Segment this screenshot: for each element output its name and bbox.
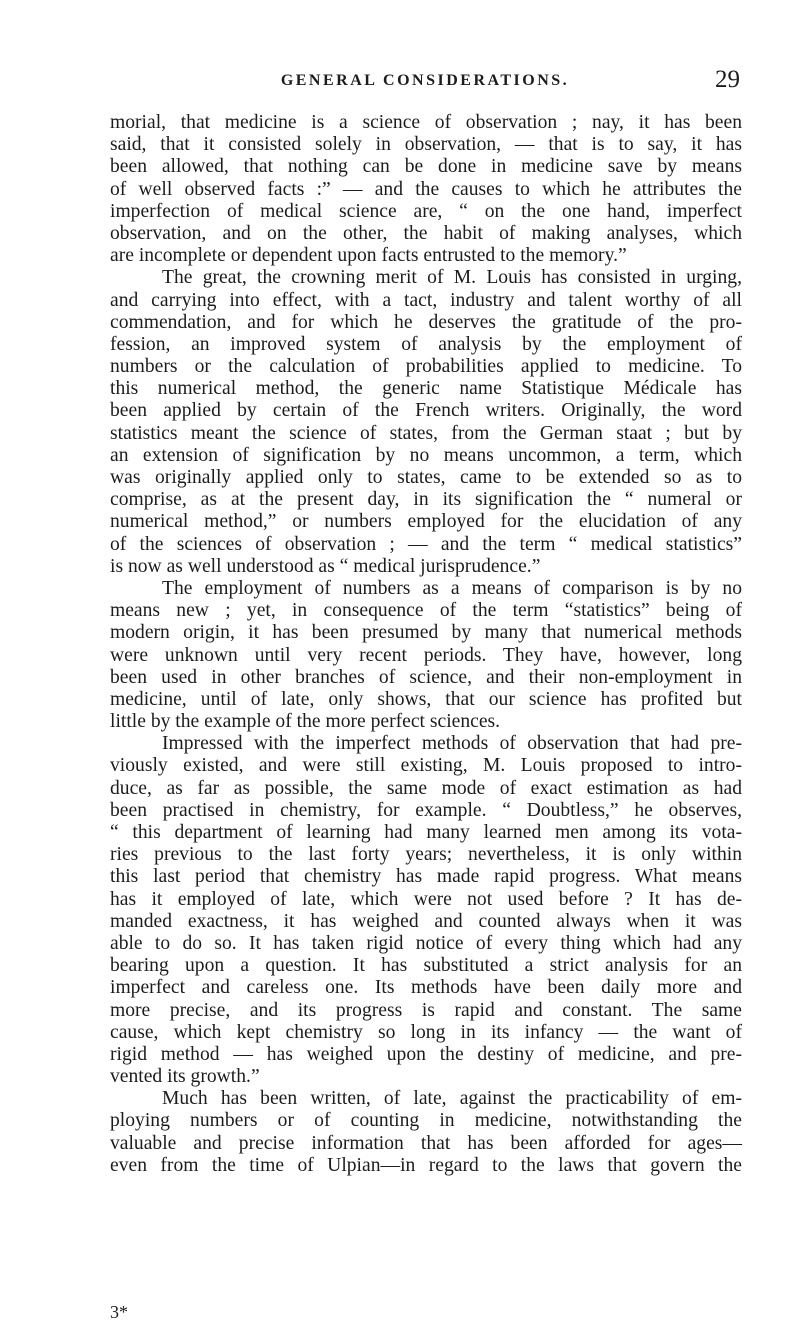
body-text <box>110 112 742 1177</box>
text-line: vented its growth.” <box>110 1066 260 1088</box>
text-line: Much has been written, of late, against the practicability of em- <box>162 1088 742 1110</box>
text-line: valuable and precise information that has been afforded for ages— <box>110 1132 742 1154</box>
text-line: ries previous to the last forty years; nevertheless, it is only within <box>110 844 742 866</box>
text-line: has it employed of late, which were not used before ? It has de- <box>110 888 742 910</box>
text-line: comprise, as at the present day, in its signification the “ numeral or <box>110 489 742 511</box>
text-line: and carrying into effect, with a tact, industry and talent worthy of all <box>110 289 742 311</box>
text-line: little by the example of the more perfect sciences. <box>110 711 501 733</box>
text-line: manded exactness, it has weighed and counted always when it was <box>110 910 742 932</box>
text-line: rigid method — has weighed upon the destiny of medicine, and pre- <box>110 1043 742 1065</box>
text-line: more precise, and its progress is rapid and constant. The same <box>110 999 742 1021</box>
page-header <box>110 68 740 98</box>
running-head: GENERAL CONSIDERATIONS. <box>280 72 570 89</box>
text-line: even from the time of Ulpian—in regard to the laws that govern the <box>110 1154 742 1176</box>
signature-mark: 3* <box>110 1302 128 1322</box>
text-line: imperfection of medical science are, “ on the one hand, imperfect <box>110 200 742 222</box>
text-line: been allowed, that nothing can be done in medicine save by means <box>110 156 742 178</box>
page-number: 29 <box>715 66 740 93</box>
text-line: this numerical method, the generic name Statistique Médicale has <box>110 378 742 400</box>
text-line: cause, which kept chemistry so long in its infancy — the want of <box>110 1021 742 1043</box>
text-line: bearing upon a question. It has substituted a strict analysis for an <box>110 955 742 977</box>
text-line: commendation, and for which he deserves the gratitude of the pro- <box>110 311 742 333</box>
text-line: numerical method,” or numbers employed for the elucidation of any <box>110 511 742 533</box>
text-line: duce, as far as possible, the same mode of exact estimation as had <box>110 777 742 799</box>
text-line: numbers or the calculation of probabilities applied to medicine. To <box>110 356 742 378</box>
text-line: “ this department of learning had many learned men among its vota- <box>110 822 742 843</box>
text-line: viously existed, and were still existing, M. Louis proposed to intro- <box>110 755 742 777</box>
text-line: The employment of numbers as a means of comparison is by no <box>162 577 742 599</box>
text-line: imperfect and careless one. Its methods have been daily more and <box>110 977 742 999</box>
text-line: is now as well understood as “ medical jurisprudence.” <box>110 555 541 577</box>
text-line: were unknown until very recent periods. They have, however, long <box>110 644 742 666</box>
text-line: means new ; yet, in consequence of the term “statistics” being of <box>110 600 742 622</box>
text-line: said, that it consisted solely in observation, — that is to say, it has <box>110 134 742 156</box>
text-line: able to do so. It has taken rigid notice of every thing which had any <box>110 932 742 954</box>
text-line: of the sciences of observation ; — and the term “ medical statistics” <box>110 533 742 555</box>
text-line: are incomplete or dependent upon facts entrusted to the memory.” <box>110 245 627 267</box>
text-line: an extension of signification by no means uncommon, a term, which <box>110 444 742 466</box>
text-line: ploying numbers or of counting in medicine, notwithstanding the <box>110 1110 742 1132</box>
text-line: statistics meant the science of states, from the German staat ; but by <box>110 422 742 444</box>
text-line: The great, the crowning merit of M. Louis has consisted in urging, <box>162 267 742 289</box>
text-line: of well observed facts :” — and the causes to which he attributes the <box>110 178 742 200</box>
text-line: fession, an improved system of analysis by the employment of <box>110 333 742 355</box>
text-line: observation, and on the other, the habit of making analyses, which <box>110 222 742 244</box>
text-line: morial, that medicine is a science of observation ; nay, it has been <box>110 112 742 133</box>
text-line: been practised in chemistry, for example. “ Doubtless,” he observes, <box>110 799 742 821</box>
text-line: this last period that chemistry has made rapid progress. What means <box>110 866 742 888</box>
text-line: been used in other branches of science, and their non-employment in <box>110 666 742 688</box>
text-line: was originally applied only to states, came to be extended so as to <box>110 467 742 488</box>
text-line: been applied by certain of the French writers. Originally, the word <box>110 400 742 422</box>
text-line: medicine, until of late, only shows, that our science has profited but <box>110 688 742 710</box>
text-line: modern origin, it has been presumed by many that numerical methods <box>110 622 742 644</box>
text-line: Impressed with the imperfect methods of observation that had pre- <box>162 733 742 755</box>
